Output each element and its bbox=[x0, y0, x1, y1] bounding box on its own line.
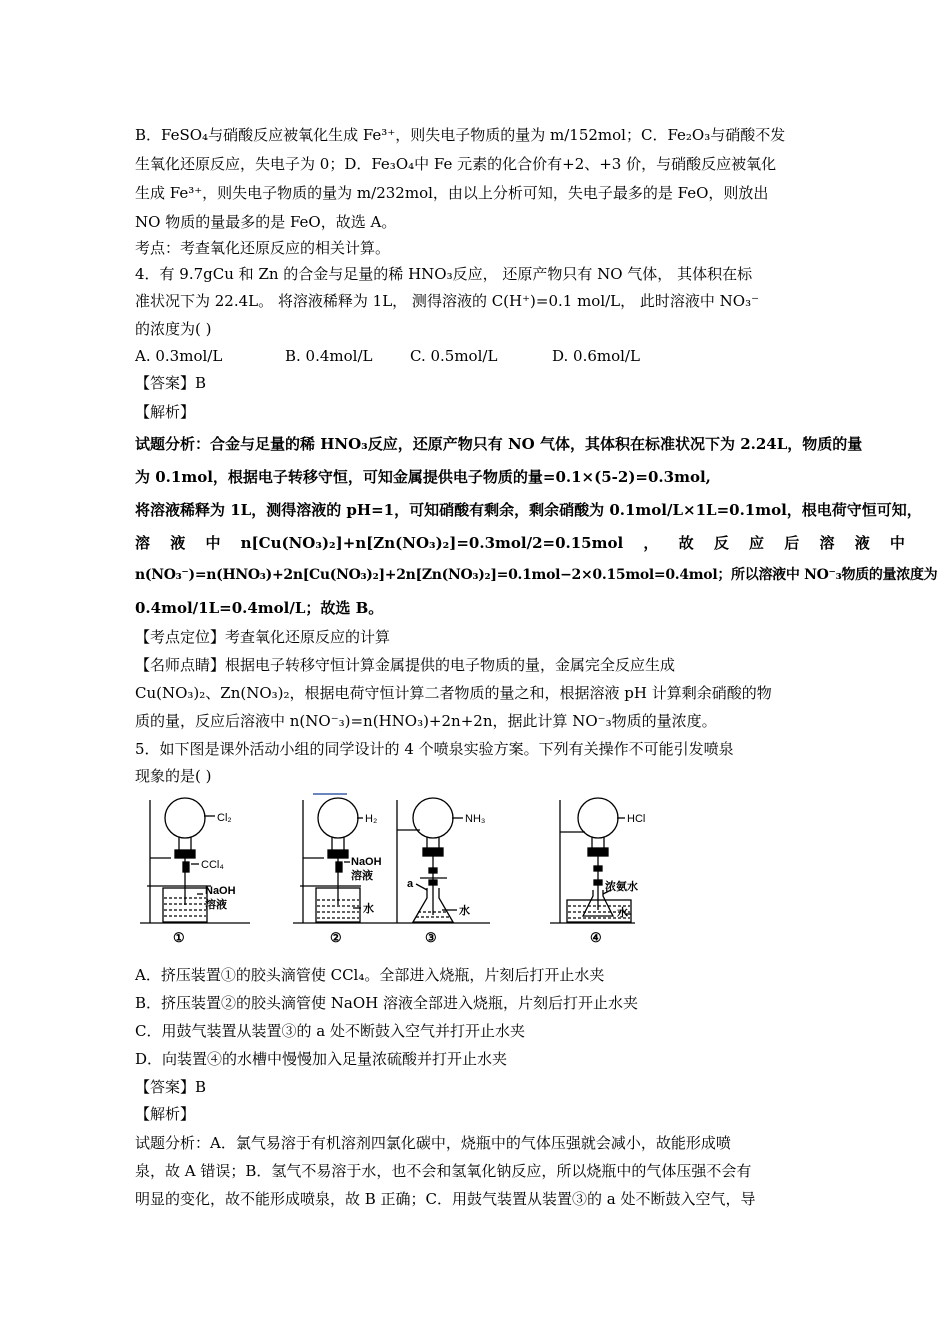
analysis-label: 【解析】 bbox=[135, 403, 196, 421]
apparatus-4 bbox=[550, 798, 635, 923]
word: 中 bbox=[889, 534, 905, 552]
question-5-option: C．用鼓气装置从装置③的 a 处不断鼓入空气并打开止水夹 bbox=[135, 1022, 525, 1040]
label-num1: ① bbox=[173, 930, 185, 945]
label-liq4a: 浓氨水 bbox=[605, 881, 638, 893]
question-5-option: D．向装置④的水槽中慢慢加入足量浓硫酸并打开止水夹 bbox=[135, 1050, 508, 1068]
word: 应 bbox=[749, 534, 765, 552]
label-liq1a: CCl₄ bbox=[201, 859, 224, 871]
answer-label: 【答案】B bbox=[135, 1078, 207, 1096]
word: 中 bbox=[205, 534, 221, 552]
label-a: a bbox=[407, 878, 414, 890]
label-gas1: Cl₂ bbox=[217, 812, 232, 824]
text-line: NO 物质的量最多的是 FeO，故选 A。 bbox=[135, 213, 397, 231]
label-liq2c: 水 bbox=[363, 903, 374, 915]
question-5-line: 现象的是( ) bbox=[135, 767, 212, 785]
question-4-line: 准状况下为 22.4L。 将溶液稀释为 1L， 测得溶液的 C(H⁺)=0.1 mol/L， 此时溶液中 NO₃⁻ bbox=[135, 292, 760, 310]
analysis-line: 泉，故 A 错误；B．氢气不易溶于水，也不会和氢氧化钠反应，所以烧瓶中的气体压强不会有 bbox=[135, 1162, 752, 1180]
option-b: B. 0.4mol/L bbox=[285, 347, 373, 365]
word: 故 bbox=[678, 534, 694, 552]
analysis-line: 0.4mol/1L=0.4mol/L；故选 B。 bbox=[135, 599, 384, 617]
question-5-option: A．挤压装置①的胶头滴管使 CCl₄。全部进入烧瓶，片刻后打开止水夹 bbox=[135, 966, 605, 984]
label-gas3: NH₃ bbox=[465, 813, 486, 825]
label-gas4: HCl bbox=[627, 813, 646, 825]
word: 反 bbox=[713, 534, 729, 552]
label-gas2: H₂ bbox=[365, 813, 378, 825]
label-num4: ④ bbox=[590, 930, 602, 945]
analysis-line: 将溶液稀释为 1L，测得溶液的 pH=1，可知硝酸有剩余，剩余硝酸为 0.1mol/L×1L=0.1mol，根电荷守恒可知， bbox=[135, 501, 922, 519]
question-5-line: 5．如下图是课外活动小组的同学设计的 4 个喷泉实验方案。下列有关操作不可能引发喷泉 bbox=[135, 740, 734, 758]
label-liq1b: NaOH bbox=[205, 885, 236, 897]
word: 液 bbox=[170, 534, 186, 552]
label-liq1c: 溶液 bbox=[205, 899, 227, 911]
analysis-line-justified bbox=[135, 533, 905, 553]
apparatus-1 bbox=[140, 798, 250, 923]
question-5-option: B．挤压装置②的胶头滴管使 NaOH 溶液全部进入烧瓶，片刻后打开止水夹 bbox=[135, 994, 639, 1012]
text-line: 生成 Fe³⁺，则失电子物质的量为 m/232mol，由以上分析可知，失电子最多的是 FeO，则放出 bbox=[135, 184, 769, 202]
word: 液 bbox=[854, 534, 870, 552]
option-c: C. 0.5mol/L bbox=[410, 347, 498, 365]
question-4-options bbox=[135, 346, 640, 366]
word: 溶 bbox=[819, 534, 835, 552]
mingshi-line: 【名师点睛】根据电子转移守恒计算金属提供的电子物质的量，金属完全反应生成 bbox=[135, 656, 676, 674]
word: 后 bbox=[784, 534, 800, 552]
label-num3: ③ bbox=[425, 930, 437, 945]
text-line: B．FeSO₄与硝酸反应被氧化生成 Fe³⁺，则失电子物质的量为 m/152mol；C．Fe₂O₃与硝酸不发 bbox=[135, 126, 786, 144]
option-a: A. 0.3mol/L bbox=[135, 347, 223, 365]
fountain-apparatus-figure bbox=[135, 790, 646, 955]
analysis-line: n(NO₃⁻)=n(HNO₃)+2n[Cu(NO₃)₂]+2n[Zn(NO₃)₂]=0.1mol−2×0.15mol=0.4mol；所以溶液中 NO⁻₃物质的量浓度为 bbox=[135, 567, 938, 583]
mingshi-line: Cu(NO₃)₂、Zn(NO₃)₂，根据电荷守恒计算二者物质的量之和，根据溶液 pH 计算剩余硝酸的物 bbox=[135, 684, 772, 702]
text-line: 生氧化还原反应，失电子为 0；D．Fe₃O₄中 Fe 元素的化合价有+2、+3 价，与硝酸反应被氧化 bbox=[135, 155, 777, 173]
label-liq4b: 水 bbox=[617, 907, 628, 919]
analysis-line: 试题分析：合金与足量的稀 HNO₃反应，还原产物只有 NO 气体，其体积在标准状况下为 2.24L，物质的量 bbox=[135, 435, 863, 453]
word: ， bbox=[643, 534, 659, 552]
text-line: 考点：考查氧化还原反应的相关计算。 bbox=[135, 239, 391, 257]
option-d: D. 0.6mol/L bbox=[552, 347, 640, 365]
label-liq3: 水 bbox=[459, 905, 470, 917]
analysis-line: 试题分析：A．氯气易溶于有机溶剂四氯化碳中，烧瓶中的气体压强就会减小，故能形成喷 bbox=[135, 1134, 731, 1152]
analysis-line: 明显的变化，故不能形成喷泉，故 B 正确；C．用鼓气装置从装置③的 a 处不断鼓入空气，导 bbox=[135, 1190, 756, 1208]
label-liq2a: NaOH bbox=[351, 856, 382, 868]
mingshi-line: 质的量，反应后溶液中 n(NO⁻₃)=n(HNO₃)+2n+2n，据此计算 NO⁻₃物质的量浓度。 bbox=[135, 712, 717, 730]
answer-label: 【答案】B bbox=[135, 374, 207, 392]
word: n[Cu(NO₃)₂]+n[Zn(NO₃)₂]=0.3mol/2=0.15mol bbox=[240, 534, 624, 552]
analysis-label: 【解析】 bbox=[135, 1105, 196, 1123]
analysis-line: 为 0.1mol，根据电子转移守恒，可知金属提供电子物质的量=0.1×(5-2)=0.3mol, bbox=[135, 468, 711, 486]
label-liq2b: 溶液 bbox=[351, 870, 373, 882]
word: 溶 bbox=[135, 534, 151, 552]
kaodian-line: 【考点定位】考查氧化还原反应的计算 bbox=[135, 628, 391, 646]
question-4-line: 4．有 9.7gCu 和 Zn 的合金与足量的稀 HNO₃反应， 还原产物只有 NO 气体， 其体积在标 bbox=[135, 265, 753, 283]
label-num2: ② bbox=[330, 930, 342, 945]
question-4-line: 的浓度为( ) bbox=[135, 320, 212, 338]
